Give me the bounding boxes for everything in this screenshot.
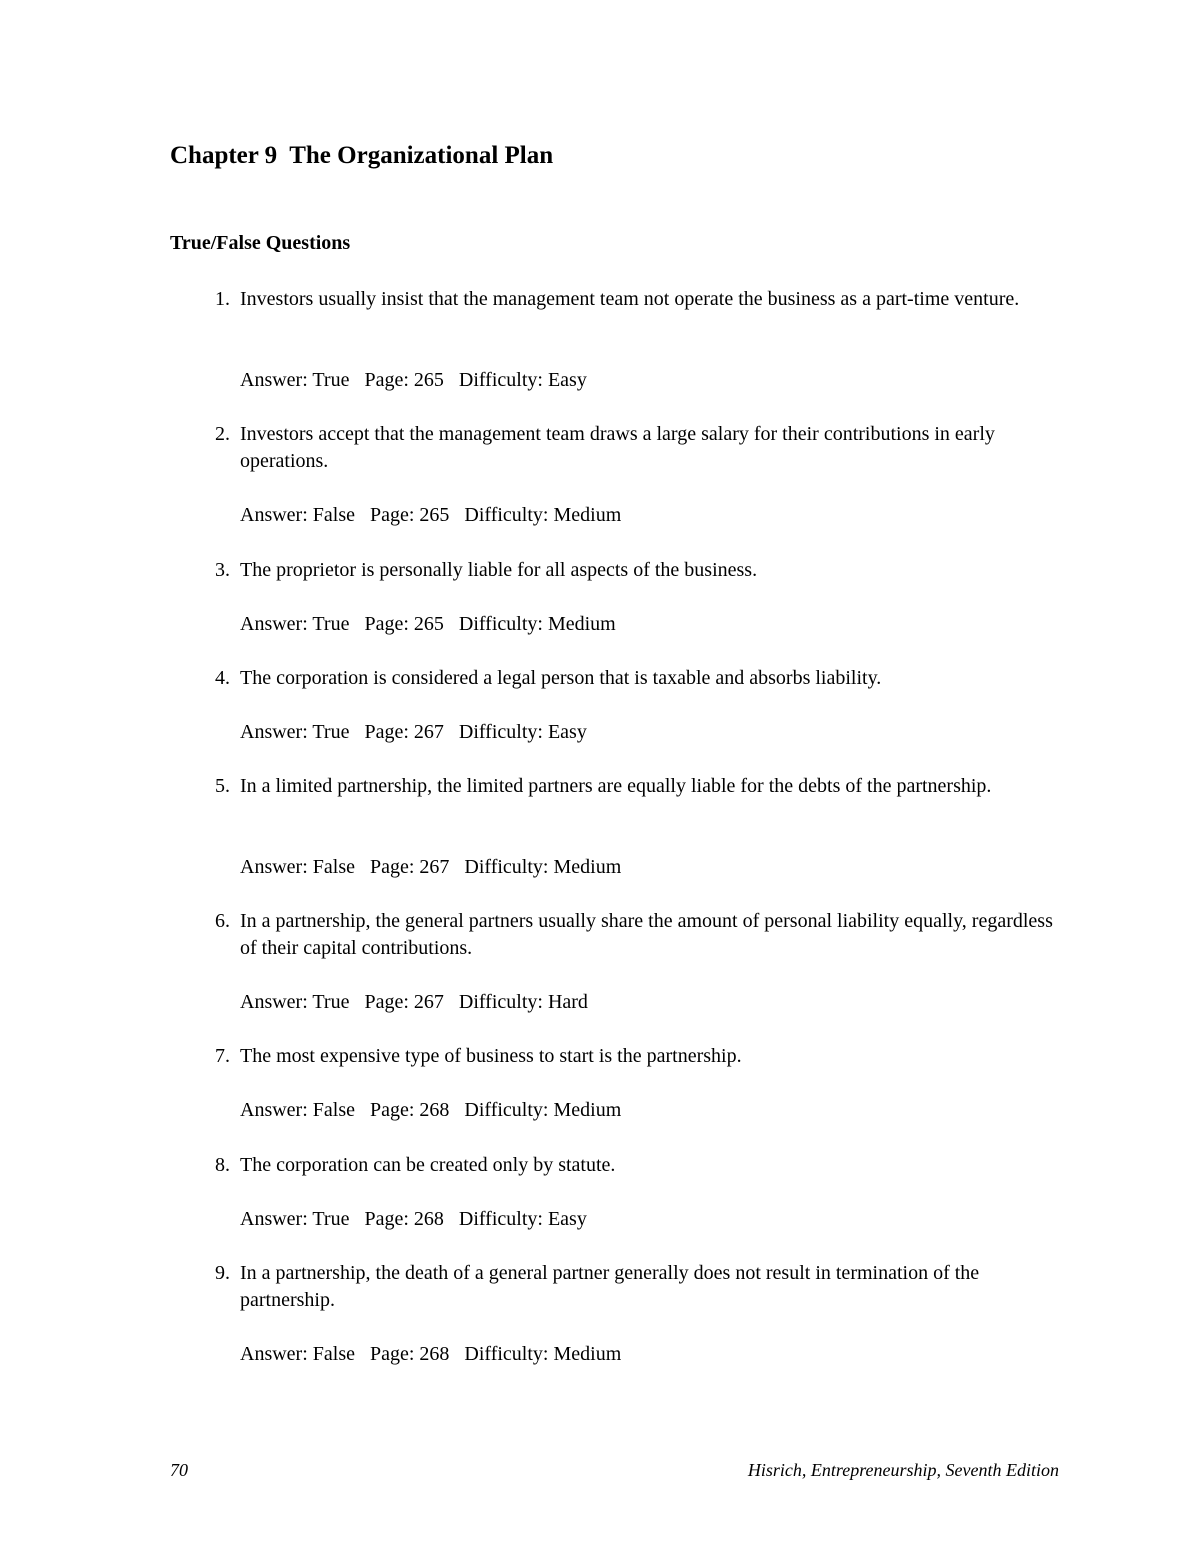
- question-text: In a partnership, the death of a general partner generally does not result in termination of the partnership.: [240, 1262, 980, 1311]
- question-text: The most expensive type of business to start is the partnership.: [240, 1045, 742, 1067]
- question-answer: Answer: False Page: 268 Difficulty: Medium: [240, 1099, 622, 1121]
- question-number: 1.: [215, 288, 230, 310]
- question-number: 4.: [215, 667, 230, 689]
- question-text: The corporation can be created only by statute.: [240, 1154, 616, 1176]
- question-text: The proprietor is personally liable for all aspects of the business.: [240, 559, 758, 581]
- question-number: 2.: [215, 423, 230, 445]
- question-text: Investors accept that the management team draws a large salary for their contributions in early operations.: [240, 423, 995, 472]
- question-number: 7.: [215, 1045, 230, 1067]
- question-answer: Answer: True Page: 268 Difficulty: Easy: [240, 1208, 587, 1230]
- question-answer: Answer: True Page: 267 Difficulty: Easy: [240, 721, 587, 743]
- footer-book-title: Hisrich, Entrepreneurship, Seventh Edition: [747, 1460, 1059, 1480]
- question-text: In a limited partnership, the limited partners are equally liable for the debts of the partnership.: [240, 775, 992, 797]
- question-answer: Answer: False Page: 265 Difficulty: Medium: [240, 504, 622, 526]
- question-answer: Answer: False Page: 267 Difficulty: Medium: [240, 856, 622, 878]
- question-answer: Answer: True Page: 265 Difficulty: Easy: [240, 369, 587, 391]
- footer-page-number: 70: [170, 1460, 188, 1480]
- question-text: Investors usually insist that the management team not operate the business as a part-time venture.: [240, 288, 1020, 310]
- question-answer: Answer: True Page: 265 Difficulty: Medium: [240, 613, 616, 635]
- chapter-title: Chapter 9 The Organizational Plan: [170, 142, 554, 169]
- question-answer: Answer: True Page: 267 Difficulty: Hard: [240, 991, 588, 1013]
- question-number: 3.: [215, 559, 230, 581]
- question-text: The corporation is considered a legal person that is taxable and absorbs liability.: [240, 667, 882, 689]
- question-number: 9.: [215, 1262, 230, 1284]
- question-number: 8.: [215, 1154, 230, 1176]
- section-title: True/False Questions: [170, 232, 351, 254]
- question-text: In a partnership, the general partners usually share the amount of personal liability equally, regardless of their capital contributions.: [240, 910, 1053, 959]
- question-number: 5.: [215, 775, 230, 797]
- question-answer: Answer: False Page: 268 Difficulty: Medium: [240, 1343, 622, 1365]
- question-number: 6.: [215, 910, 230, 932]
